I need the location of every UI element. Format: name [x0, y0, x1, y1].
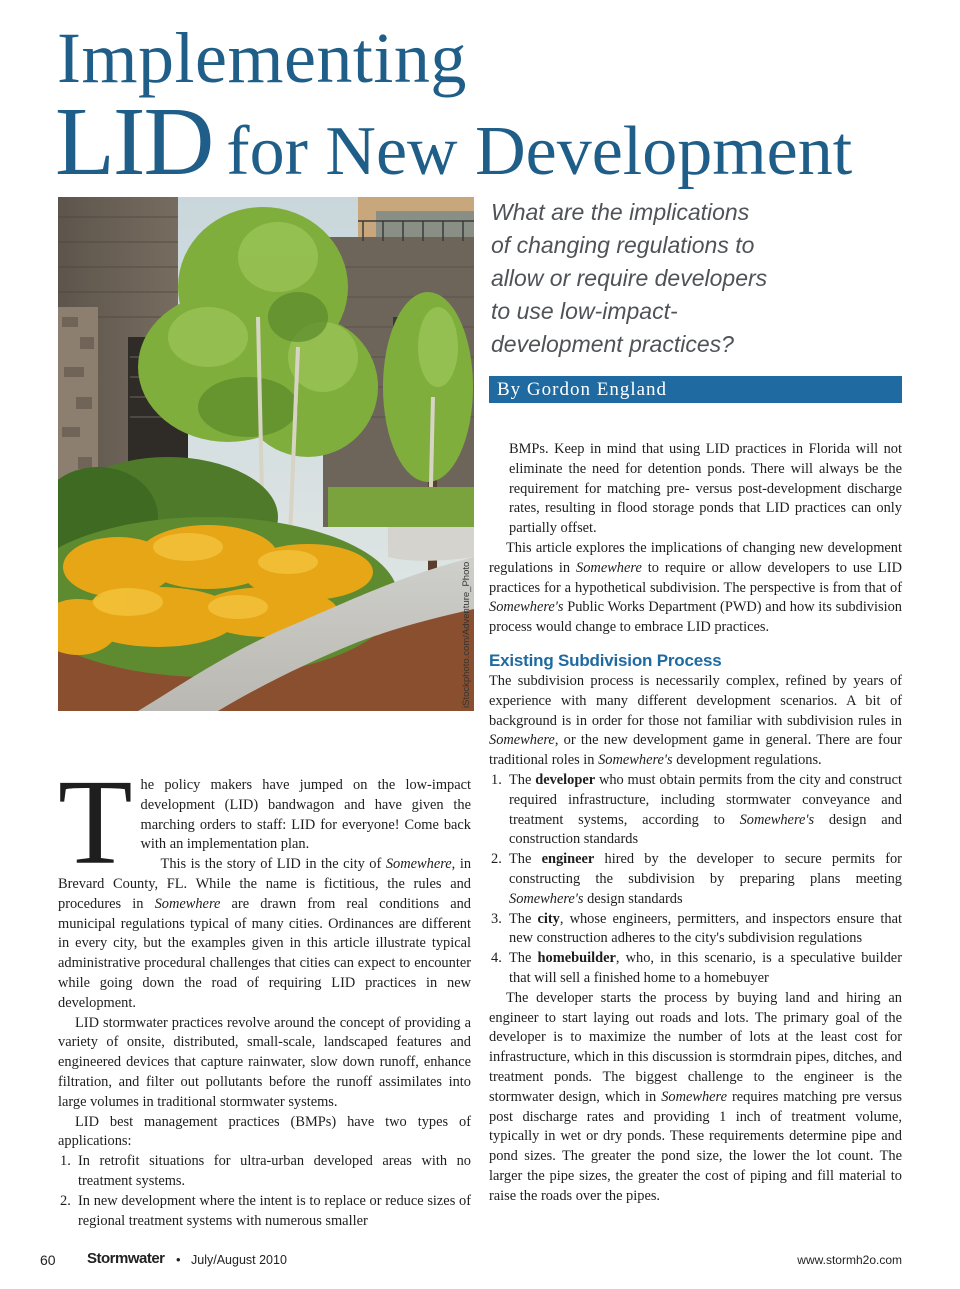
- text: development regulations.: [672, 752, 822, 769]
- deck-line: of changing regulations to: [491, 232, 755, 258]
- list-text: In retrofit situations for ultra-urban developed areas with no treatment systems.: [78, 1153, 471, 1189]
- title-line-1: Implementing: [57, 18, 467, 98]
- text: This article explores the implications of changing new development regulations in: [489, 539, 902, 576]
- list-item: [489, 850, 902, 909]
- paragraph: LID best management practices (BMPs) have two types of applications:: [58, 1113, 471, 1150]
- deck-line: to use low-impact-: [491, 298, 678, 324]
- deck: [491, 196, 791, 361]
- text: The: [509, 910, 538, 927]
- deck-line: development practices?: [491, 331, 734, 357]
- city-name: Somewhere: [489, 732, 555, 749]
- role-name: city: [537, 910, 560, 927]
- list-item: [489, 949, 902, 989]
- story-paragraph: [58, 855, 471, 1013]
- byline: By Gordon England: [489, 376, 902, 403]
- text: hired by the developer to secure permits for constructing the subdivision by preparing plans meeting: [509, 851, 902, 887]
- deck-line: allow or require developers: [491, 265, 768, 291]
- text: Public Works Department (PWD) and how its subdivision process would change to embrace LID practices.: [489, 599, 902, 636]
- left-column: [58, 755, 472, 1231]
- text: , who, in this scenario, is a speculative builder that will sell a finished home to a homebuyer: [509, 950, 902, 986]
- text: , or the new development game in general. There are four traditional roles in: [489, 732, 902, 769]
- list-number: 1.: [60, 1153, 71, 1170]
- title-rest: for New Development: [226, 113, 853, 190]
- section-heading: Existing Subdivision Process: [489, 650, 722, 670]
- photo-credit: iStockphoto.com/Adventure_Photo: [461, 561, 472, 708]
- story-text: , in Brevard County, FL. While the name is fictitious, the rules and procedures in: [58, 856, 472, 912]
- text: The developer starts the process by buying land and hiring an engineer to start laying out roads and lots. The primary goal of the developer is to maximize the number of lots at the least cost for infrastructure, which in this discussion is stormdrain pipes, ditches, and treatment ponds. The biggest challenge to the engineer is the stormwater design, which in: [489, 989, 902, 1105]
- list-number: 1.: [491, 771, 502, 788]
- text: The: [509, 771, 536, 788]
- text: to require or allow developers to use LID practices for a hypothetical subdivision. The perspective is from that of: [489, 559, 902, 596]
- website-url: www.stormh2o.com: [797, 1253, 902, 1267]
- paragraph: BMPs. Keep in mind that using LID practices in Florida will not eliminate the need for detention ponds. There will always be the requirement for matching pre- versus post-development discharge rates, resulting in flood storage ponds that LID practices can only partially offset.: [509, 441, 902, 537]
- list-item: [489, 910, 902, 950]
- paragraph: LID stormwater practices revolve around the concept of providing a variety of onsite, distributed, small-scale, landscaped features and engineered devices that capture rainwater, slow down runoff, enhance filtration, and filter out pollutants before the runoff assimilates into large volumes in traditional stormwater systems.: [58, 1014, 471, 1110]
- page-footer: [40, 1252, 902, 1272]
- magazine-name: Stormwater: [87, 1250, 165, 1267]
- role-name: homebuilder: [537, 950, 616, 967]
- text: design standards: [583, 890, 683, 907]
- text: who must obtain permits from the city and construct required infrastructure, including stormwater conveyance and treatment systems, according to: [509, 771, 902, 828]
- text: The: [509, 950, 538, 967]
- right-column: [489, 440, 902, 1206]
- list-item: [58, 1152, 471, 1192]
- text: The subdivision process is necessarily complex, refined by years of experience with many different development scenarios. A bit of background is in order for those not familiar with subdivision rules in: [489, 672, 902, 729]
- city-name: Somewhere's: [598, 752, 673, 769]
- text: The: [509, 851, 542, 868]
- story-text: are drawn from real conditions and municipal regulations typical of many cities. Ordinances are different in every city, but the examples given in this article illustrate typical administrative procedural challenges that cities can expect to encounter while going down the road of requiring LID practices in new development.: [58, 895, 471, 1011]
- list-number: 2.: [491, 851, 502, 868]
- intro-text: he policy makers have jumped on the low-impact development (LID) bandwagon and have given the marching orders to staff: LID for everyone! Come back with an implementation plan.: [140, 777, 471, 853]
- drop-cap: T: [58, 755, 133, 890]
- roles-list: [489, 771, 902, 989]
- city-name: Somewhere: [154, 895, 221, 912]
- list-number: 3.: [491, 910, 502, 927]
- text: design and construction standards: [509, 811, 903, 848]
- city-name: Somewhere's: [739, 811, 815, 828]
- list-number: 2.: [60, 1192, 71, 1209]
- city-name: Somewhere's: [509, 890, 584, 907]
- list-item: [58, 1192, 471, 1232]
- list-number: 4.: [491, 950, 502, 967]
- intro-paragraph: [58, 755, 472, 1014]
- title-lid: LID: [55, 88, 213, 196]
- role-name: engineer: [541, 851, 595, 868]
- footer-bullet: •: [176, 1252, 181, 1267]
- title-line-2: [55, 88, 853, 202]
- city-name: Somewhere: [385, 856, 452, 873]
- applications-list: [58, 1152, 471, 1231]
- city-name: Somewhere: [576, 559, 642, 576]
- hero-photo: [58, 197, 474, 711]
- text: requires matching pre versus post discharge rates and providing 1 inch of treatment volume, typically in wet or dry ponds. These requirements determine pipe and pond sizes. The greater the pond size, the lower the lot count. The larger the pipe sizes, the greater the cost of piping and fill material to raise the roads over the pipes.: [489, 1088, 902, 1204]
- text: , whose engineers, permitters, and inspectors ensure that new construction adheres to the city's subdivision regulations: [509, 910, 902, 947]
- story-text: This is the story of LID in the city of: [160, 856, 386, 873]
- city-name: Somewhere's: [489, 599, 564, 616]
- page-number: 60: [40, 1252, 56, 1268]
- paragraph: [489, 989, 902, 1207]
- issue-date: July/August 2010: [191, 1253, 287, 1267]
- deck-line: What are the implications: [491, 199, 750, 225]
- role-name: developer: [535, 771, 596, 788]
- city-name: Somewhere: [661, 1088, 728, 1105]
- paragraph: [489, 672, 902, 771]
- list-item: [489, 771, 902, 850]
- paragraph: [489, 539, 902, 638]
- list-text: In new development where the intent is to replace or reduce sizes of regional treatment systems with numerous smaller: [78, 1192, 471, 1229]
